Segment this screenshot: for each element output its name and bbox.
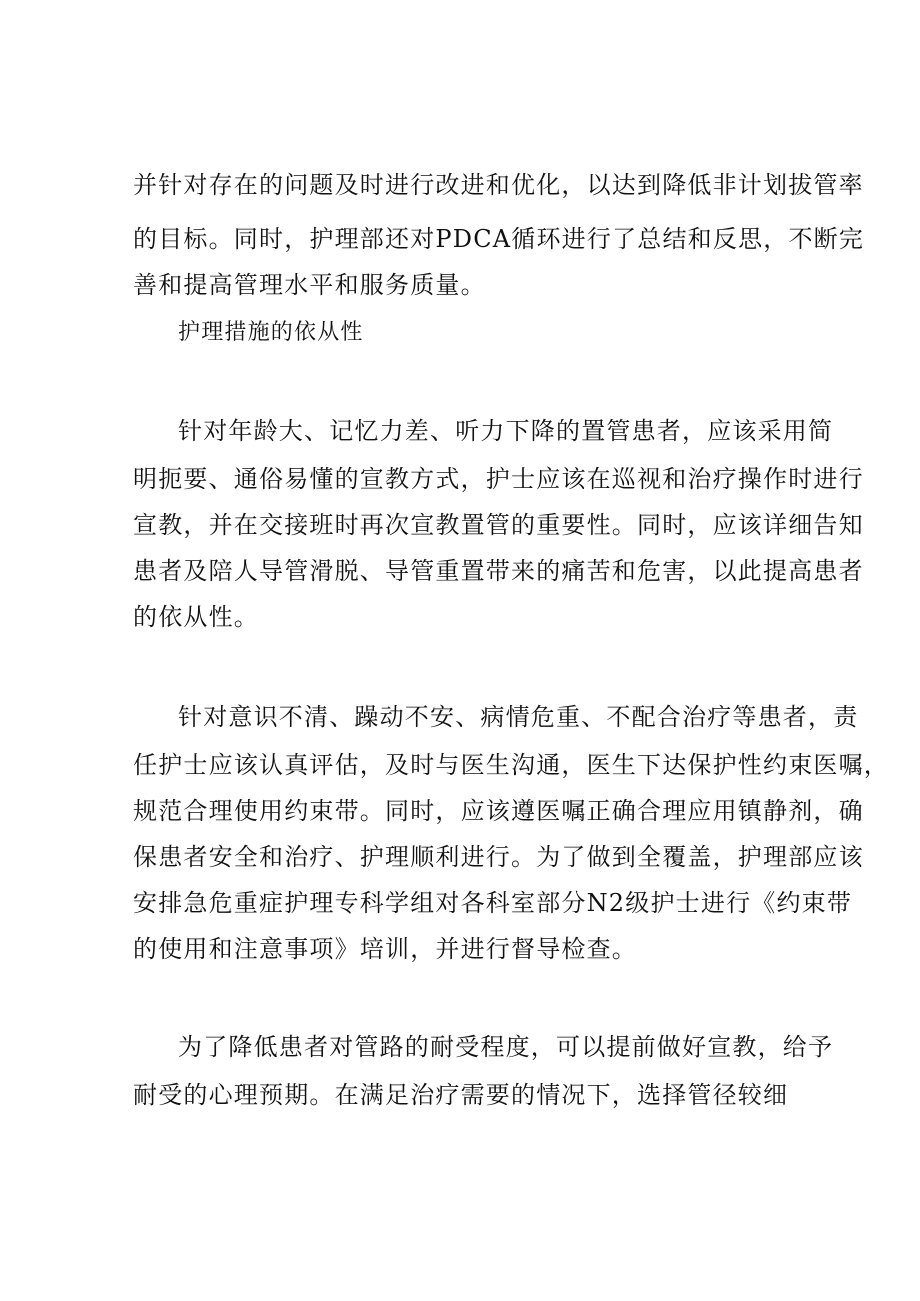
- paragraph-line: 并针对存在的问题及时进行改进和优化，以达到降低非计划拔管率: [133, 171, 864, 199]
- paragraph-line: 针对年龄大、记忆力差、听力下降的置管患者，应该采用简: [178, 417, 834, 445]
- paragraph-line: 针对意识不清、躁动不安、病情危重、不配合治疗等患者，责: [178, 703, 859, 731]
- paragraph-line: 规范合理使用约束带。同时，应该遵医嘱正确合理应用镇静剂，确: [133, 797, 864, 825]
- paragraph-line: 的依从性。: [133, 603, 259, 631]
- section-heading: 护理措施的依从性: [178, 320, 364, 345]
- paragraph-line: 宣教，并在交接班时再次宣教置管的重要性。同时，应该详细告知: [133, 511, 864, 539]
- paragraph-line: 的使用和注意事项》培训，并进行督导检查。: [133, 935, 637, 963]
- paragraph-line: 患者及陪人导管滑脱、导管重置带来的痛苦和危害，以此提高患者: [133, 557, 864, 585]
- paragraph-line: 耐受的心理预期。在满足治疗需要的情况下，选择管径较细: [133, 1081, 789, 1109]
- paragraph-line: 明扼要、通俗易懂的宣教方式，护士应该在巡视和治疗操作时进行: [133, 465, 864, 493]
- paragraph-line: 任护士应该认真评估，及时与医生沟通，医生下达保护性约束医嘱，: [133, 751, 889, 779]
- paragraph-line: 的目标。同时，护理部还对PDCA循环进行了总结和反思，不断完: [133, 225, 865, 253]
- paragraph-line: 安排急危重症护理专科学组对各科室部分N2级护士进行《约束带: [133, 889, 853, 917]
- paragraph-line: 为了降低患者对管路的耐受程度，可以提前做好宣教，给予: [178, 1033, 834, 1061]
- paragraph-line: 保患者安全和治疗、护理顺利进行。为了做到全覆盖，护理部应该: [133, 843, 864, 871]
- paragraph-line: 善和提高管理水平和服务质量。: [133, 271, 486, 299]
